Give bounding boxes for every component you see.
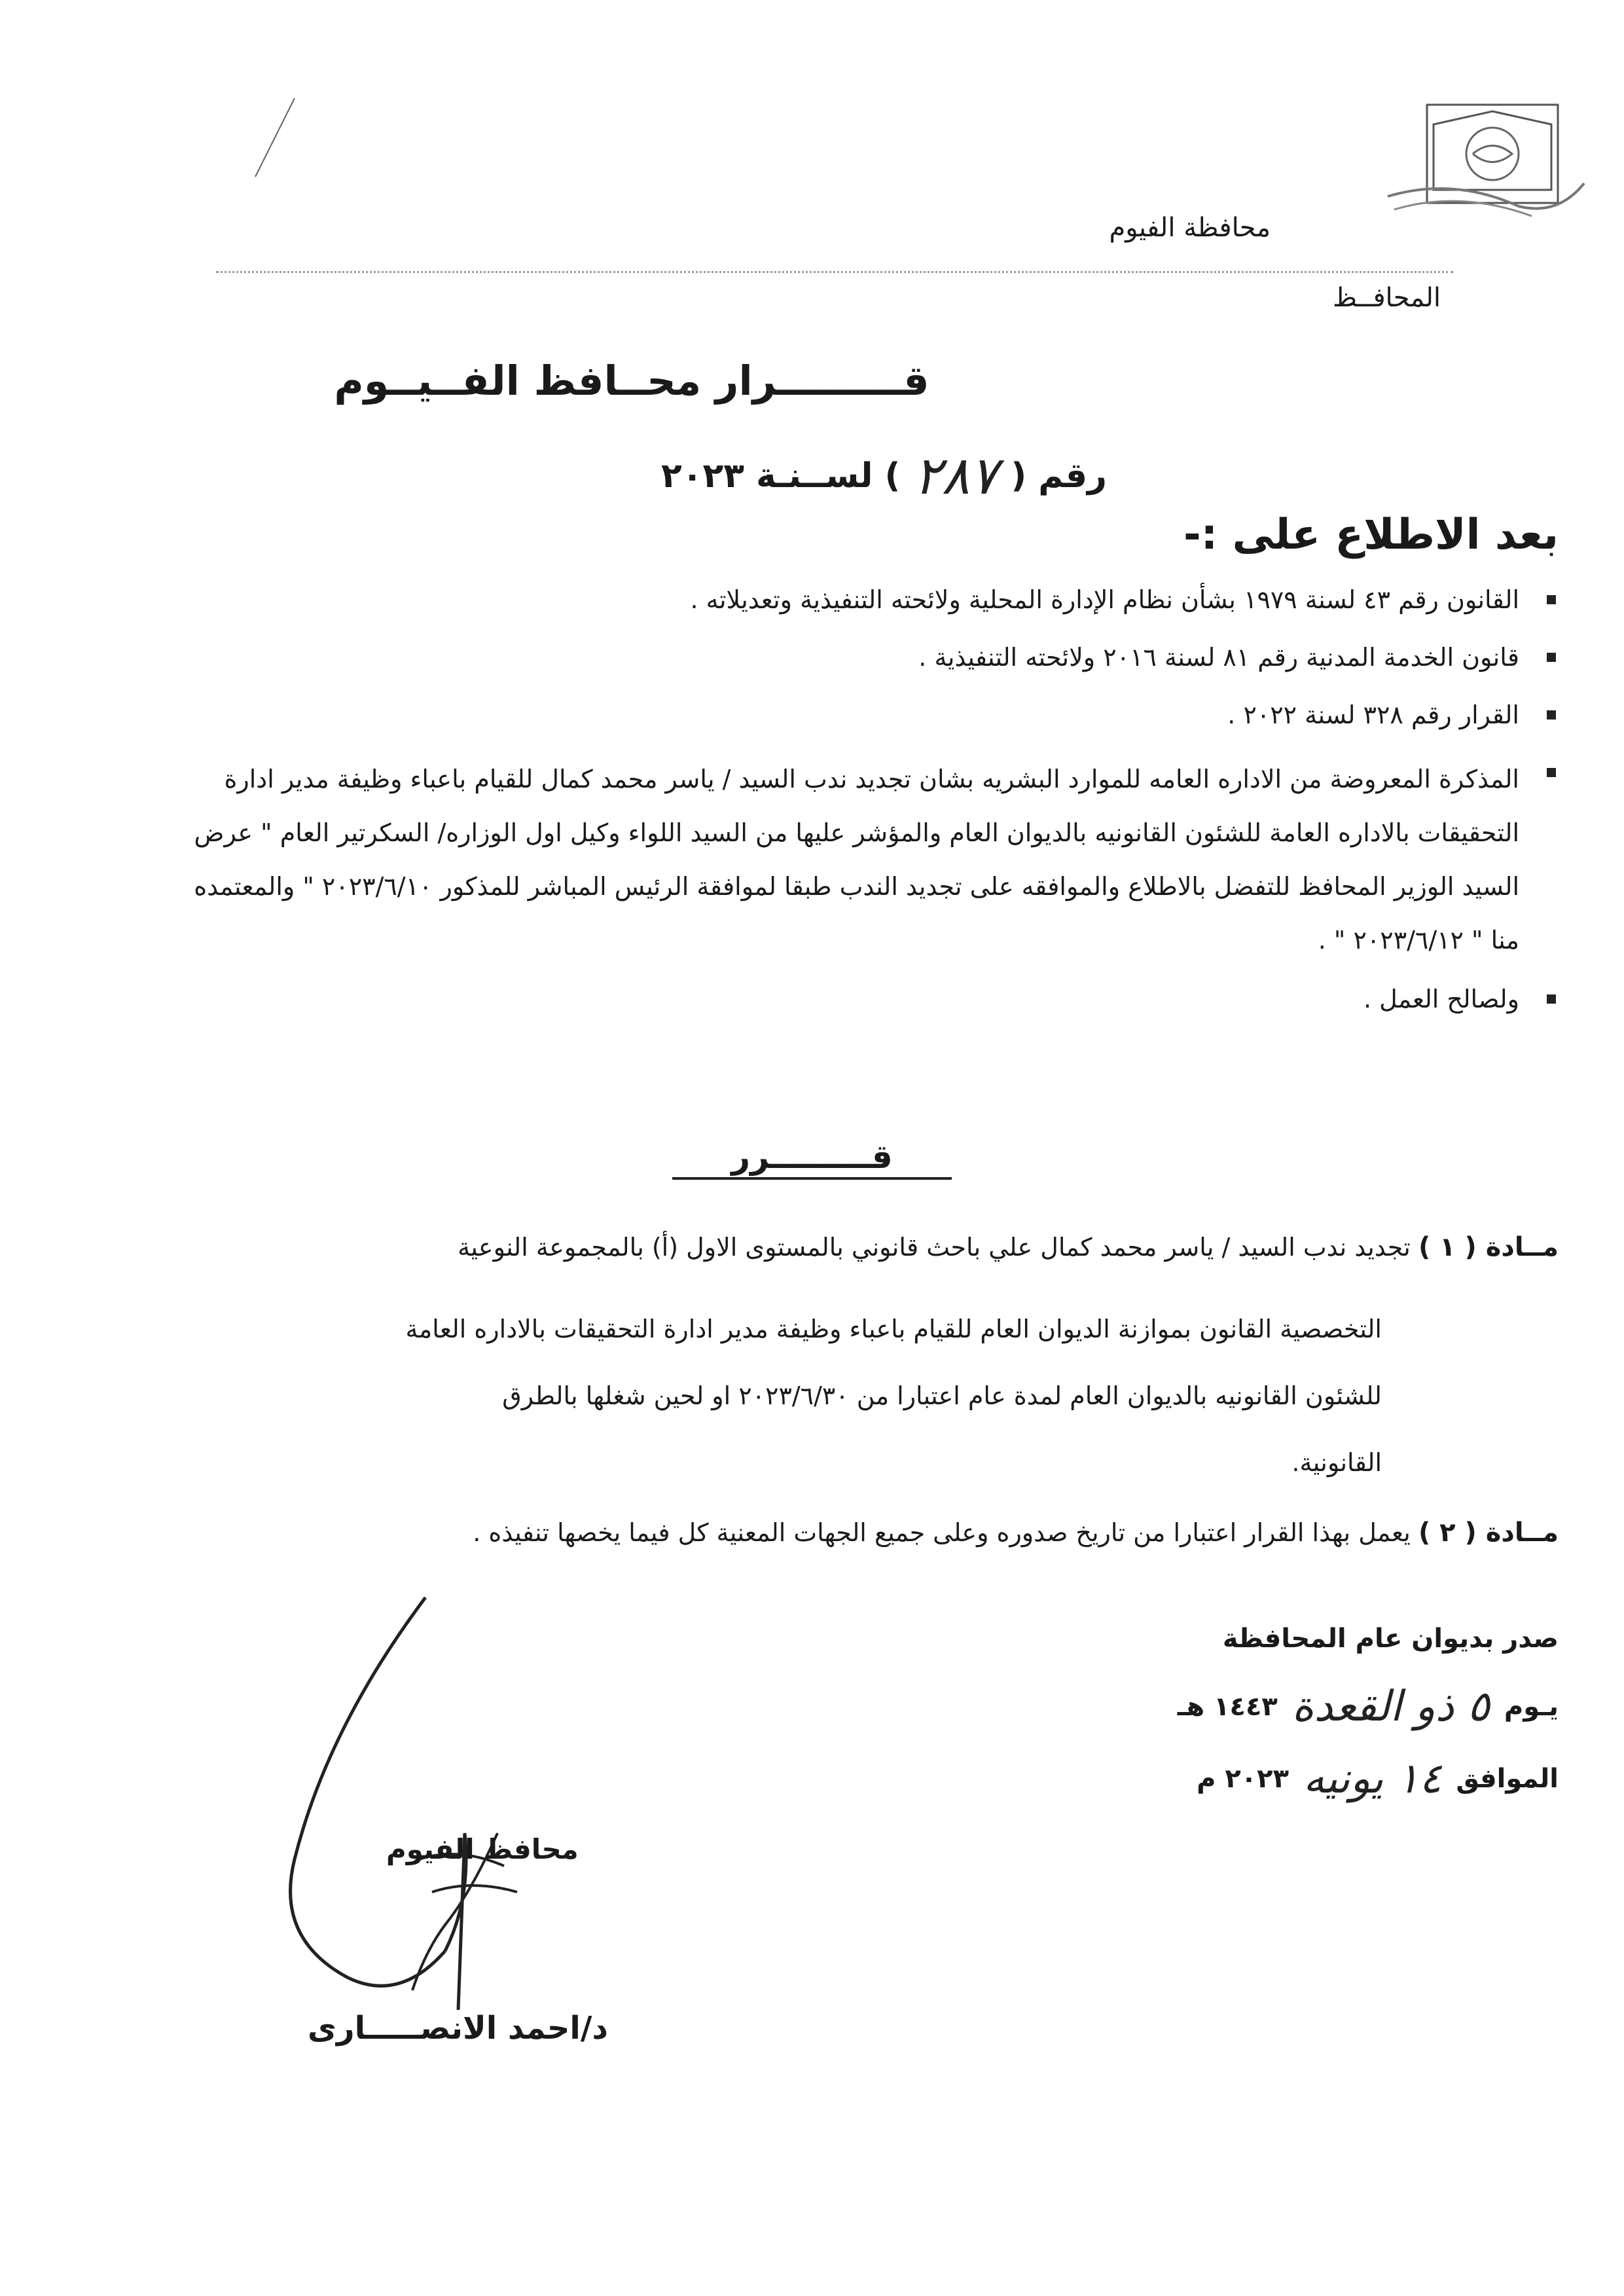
header-office: المحافــظ: [1333, 283, 1441, 313]
article-1-label: مــادة ( ١ ): [1418, 1232, 1559, 1262]
bullet-icon: [1547, 595, 1556, 604]
bullet-icon: [1547, 710, 1556, 720]
article-2-label: مــادة ( ٢ ): [1418, 1518, 1559, 1548]
list-item: القرار رقم ٣٢٨ لسنة ٢٠٢٢ .: [177, 695, 1559, 735]
bullet-icon: [1547, 653, 1556, 662]
header-divider: [216, 271, 1453, 273]
bullet-icon: [1547, 768, 1556, 777]
article-1-line-3: للشئون القانونيه بالديوان العام لمدة عام اعتبارا من ٢٠٢٣/٦/٣٠ او لحين شغلها بالطرق: [502, 1381, 1382, 1410]
issued-place: صدر بديوان عام المحافظة: [1222, 1624, 1559, 1654]
scan-stroke: [249, 92, 301, 183]
recitals-list: [177, 579, 1559, 1036]
decree-year: ) لســنـة ٢٠٢٣: [661, 456, 901, 496]
signatory-name: د/احمد الانصـــــارى: [308, 2010, 609, 2047]
signature-icon: [249, 1584, 615, 2043]
article-1-line-1: مــادة ( ١ ) تجديد ندب السيد / ياسر محمد كمال علي باحث قانوني بالمستوى الاول (أ) بالمجموعة النوعية: [458, 1232, 1559, 1262]
article-1-line-2: التخصصية القانون بموازنة الديوان العام للقيام باعباء وظيفة مدير ادارة التحقيقات بالاداره العامة: [405, 1315, 1382, 1343]
article-1-line-4: القانونية.: [1291, 1448, 1382, 1477]
decree-number: [661, 445, 1107, 506]
decree-number-handwritten: ٢٨٧: [913, 445, 998, 506]
bullet-icon: [1547, 994, 1556, 1004]
article-2-line-1: مــادة ( ٢ ) يعمل بهذا القرار اعتبارا من تاريخ صدوره وعلى جميع الجهات المعنية كل فيما يخصها تنفيذه .: [473, 1518, 1559, 1548]
list-item: القانون رقم ٤٣ لسنة ١٩٧٩ بشأن نظام الإدارة المحلية ولائحته التنفيذية وتعديلاته .: [177, 579, 1559, 620]
greg-date-handwritten: ١٤ يونيه: [1303, 1755, 1442, 1803]
header-governorate: محافظة الفيوم: [1109, 213, 1271, 243]
issued-hijri-date: يـوم ٥ ذو القعدة ١٤٤٣ هـ: [1177, 1683, 1559, 1731]
issued-greg-date: الموافق ١٤ يونيه ٢٠٢٣ م: [1197, 1755, 1559, 1803]
decides-heading: قـــــــــرر: [0, 1138, 1624, 1176]
decree-title: قـــــــــرار محــافظ الفــيــوم: [334, 357, 929, 405]
signatory-title: محافظ الفيوم: [386, 1833, 579, 1865]
hijri-date-handwritten: ٥ ذو القعدة: [1291, 1683, 1490, 1731]
decree-number-prefix: رقم (: [1011, 456, 1107, 496]
list-item: ولصالح العمل .: [177, 979, 1559, 1019]
list-item: قانون الخدمة المدنية رقم ٨١ لسنة ٢٠١٦ ولائحته التنفيذية .: [177, 637, 1559, 678]
list-item: المذكرة المعروضة من الاداره العامه للموارد البشريه بشان تجديد ندب السيد / ياسر محمد كمال للقيام باعباء وظيفة مدير ادارة التحقيقات بالاداره العامة للشئون القانونيه بالديوان العام والمؤشر عليها من السيد اللواء وكيل اول الوزاره/ السكرتير العام " عرض السيد الوزير المحافظ للتفضل بالاطلاع والموافقه على تجديد الندب طبقا لموافقة الرئيس المباشر للمذكور ٢٠٢٣/٦/١٠ " والمعتمده منا " ٢٠٢٣/٦/١٢ " .: [177, 752, 1559, 967]
seal-icon: [1375, 98, 1591, 223]
preamble-heading: بعد الاطلاع على :-: [1183, 511, 1559, 559]
